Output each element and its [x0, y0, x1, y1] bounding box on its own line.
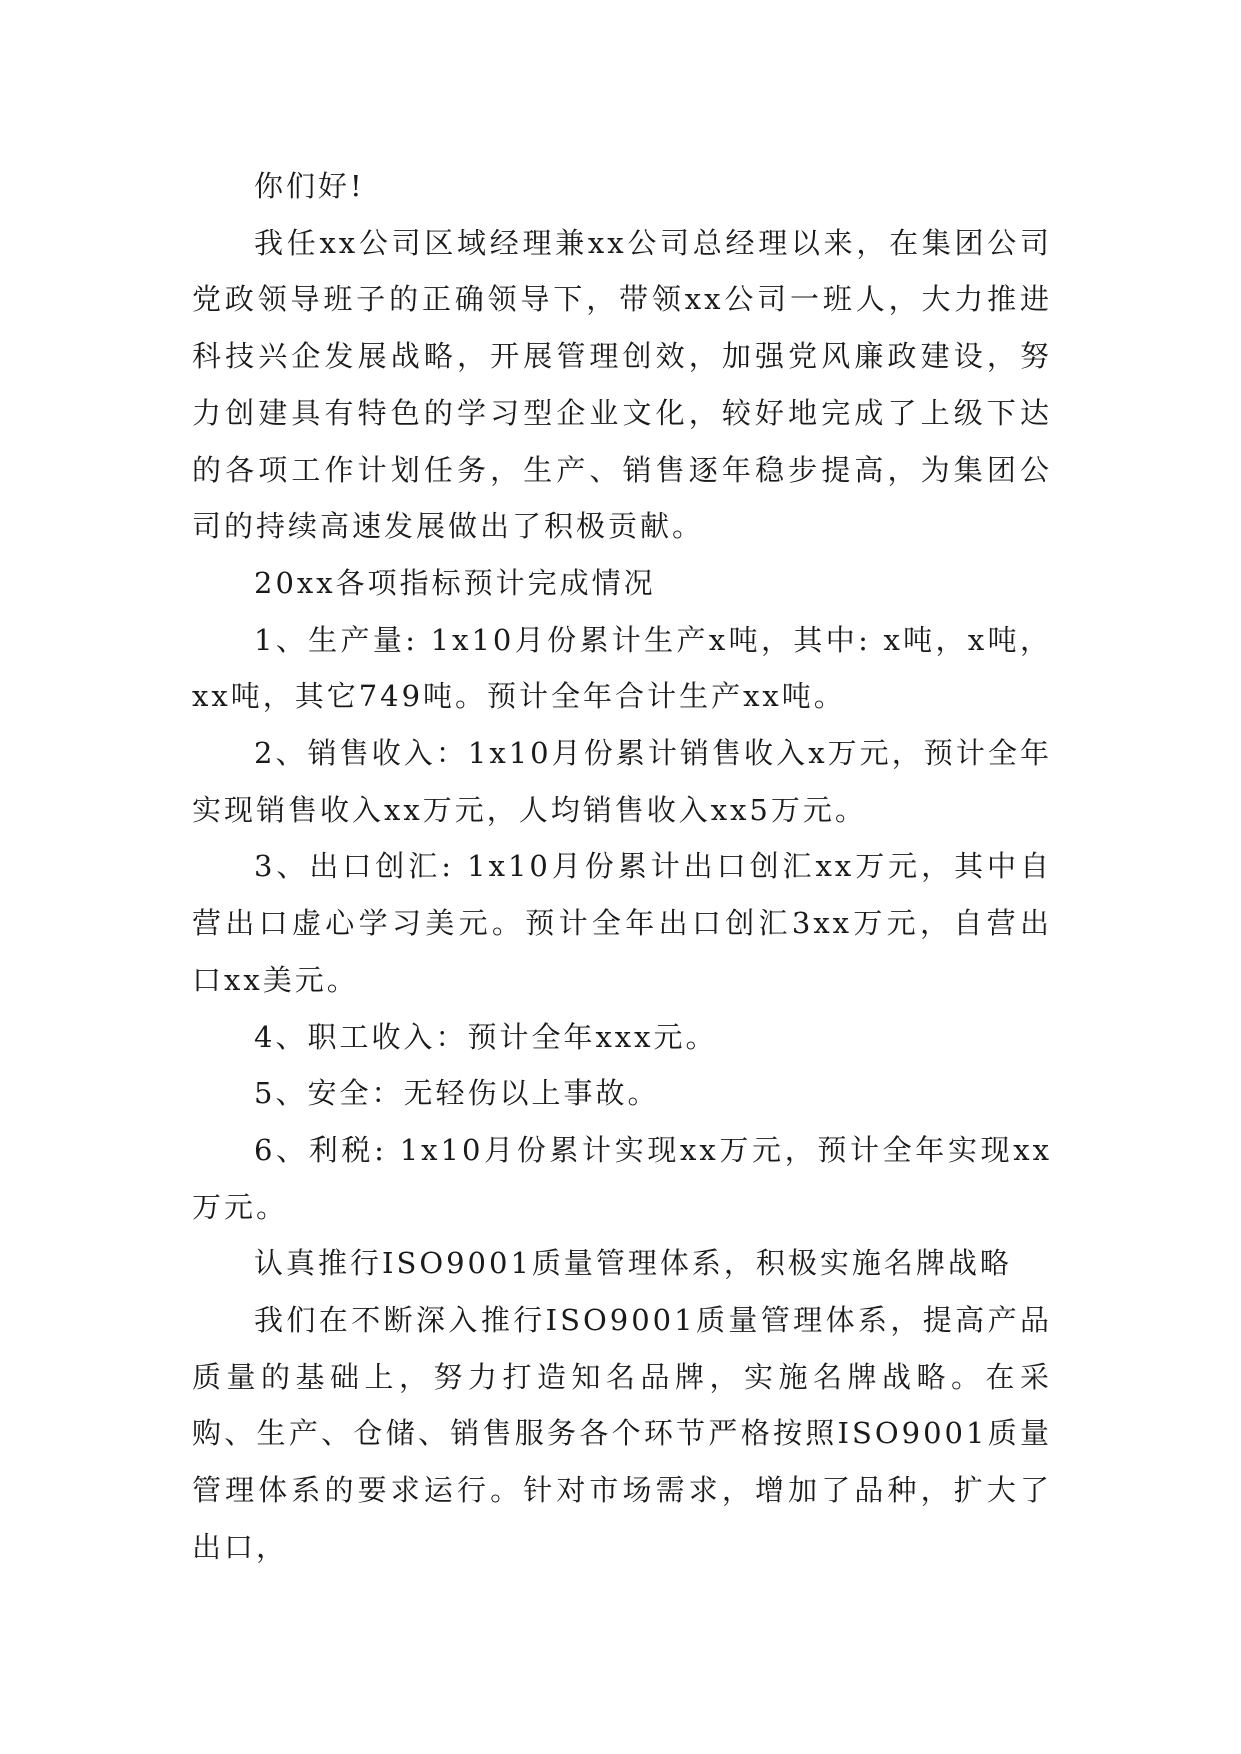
item-safety: 5、安全：无轻伤以上事故。 [254, 1076, 660, 1111]
item-sales-revenue: 2、销售收入：1x10月份累计销售收入x万元，预计全年实现销售收入xx万元，人均销售收入xx5万元。 [192, 736, 1052, 827]
section-heading-iso: 认真推行ISO9001质量管理体系，积极实施名牌战略 [254, 1246, 1012, 1281]
item-profit-tax: 6、利税: 1x10月份累计实现xx万元，预计全年实现xx万元。 [192, 1132, 1052, 1224]
greeting-paragraph: 你们好! [254, 169, 365, 203]
document-body [192, 158, 1052, 1576]
section-heading-indicators: 20xx各项指标预计完成情况 [254, 565, 656, 600]
iso-paragraph: 我们在不断深入推行ISO9001质量管理体系，提高产品质量的基础上，努力打造知名品牌，实施名牌战略。在采购、生产、仓储、销售服务各个环节严格按照ISO9001质量管理体系的要求运行。针对市场需求，增加了品种，扩大了出口， [192, 1303, 1052, 1564]
item-production: 1、生产量: 1x10月份累计生产x吨，其中: x吨，x吨，xx吨，其它749吨。预计全年合计生产xx吨。 [192, 622, 1052, 714]
intro-paragraph: 我任xx公司区域经理兼xx公司总经理以来，在集团公司党政领导班子的正确领导下，带领xx公司一班人，大力推进科技兴企发展战略，开展管理创效，加强党风廉政建设，努力创建具有特色的学习型企业文化，较好地完成了上级下达的各项工作计划任务，生产、销售逐年稳步提高，为集团公司的持续高速发展做出了积极贡献。 [192, 225, 1052, 544]
item-staff-income: 4、职工收入：预计全年xxx元。 [254, 1019, 718, 1054]
item-export: 3、出口创汇: 1x10月份累计出口创汇xx万元，其中自营出口虚心学习美元。预计全年出口创汇3xx万元，自营出口xx美元。 [192, 849, 1052, 997]
